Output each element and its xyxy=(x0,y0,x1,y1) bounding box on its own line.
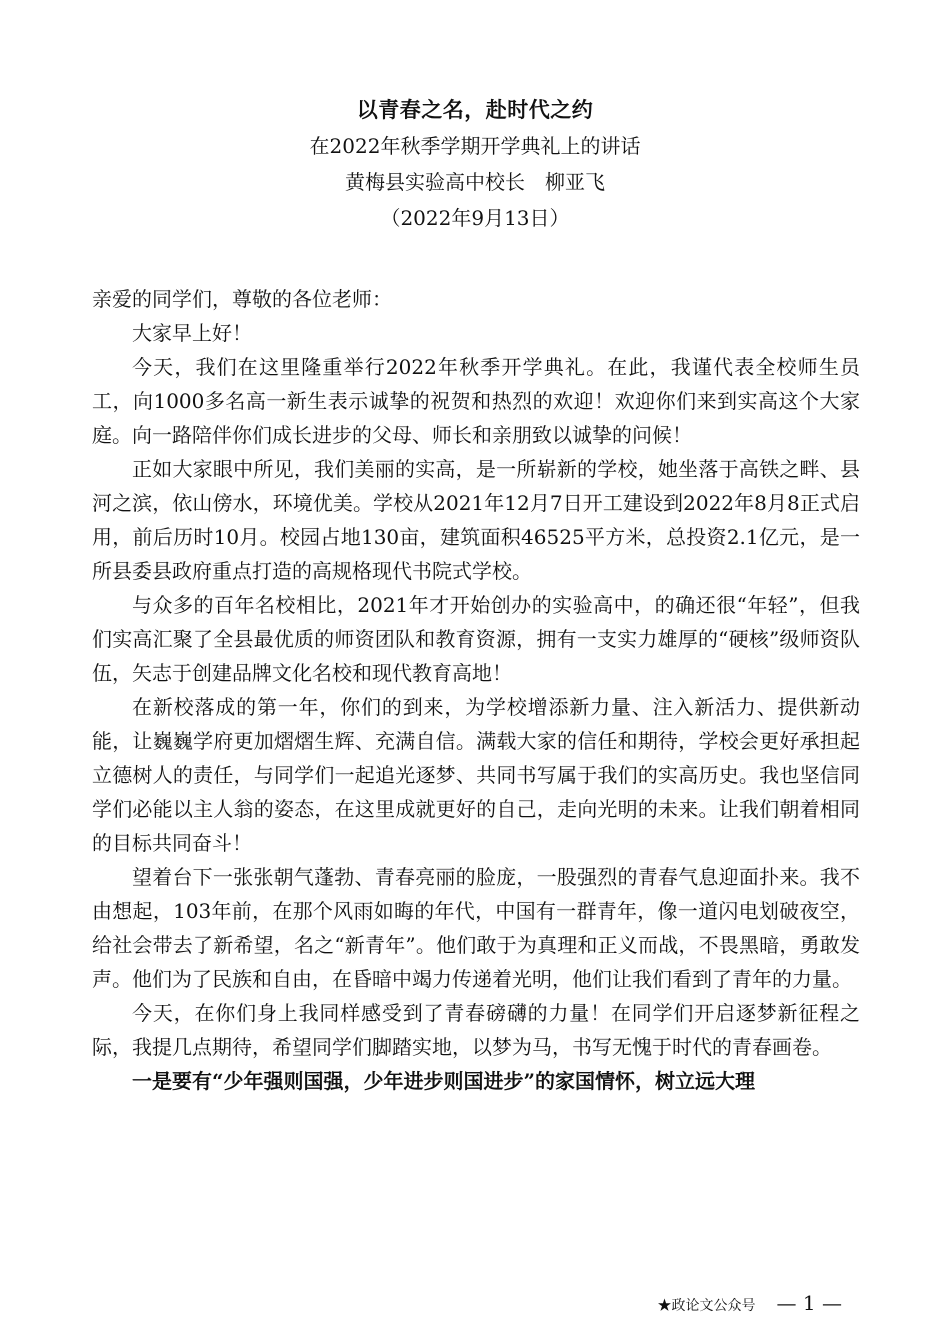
footer-source: ★政论文公众号 xyxy=(657,1298,756,1314)
paragraph: 今天，在你们身上我同样感受到了青春磅礴的力量！在同学们开启逐梦新征程之际，我提几点期待，希望同学们脚踏实地，以梦为马，书写无愧于时代的青春画卷。 xyxy=(92,1001,860,1059)
speech-header xyxy=(0,92,950,236)
paragraph: 在新校落成的第一年，你们的到来，为学校增添新力量、注入新活力、提供新动能，让巍巍学府更加熠熠生辉、充满自信。满载大家的信任和期待，学校会更好承担起立德树人的责任，与同学们一起追光逐梦、共同书写属于我们的实高历史。我也坚信同学们必能以主人翁的姿态，在这里成就更好的自己，走向光明的未来。让我们朝着相同的目标共同奋斗！ xyxy=(92,695,860,855)
page-footer xyxy=(657,1289,842,1320)
paragraph: 今天，我们在这里隆重举行2022年秋季开学典礼。在此，我谨代表全校师生员工，向1000多名高一新生表示诚挚的祝贺和热烈的欢迎！欢迎你们来到实高这个大家庭。向一路陪伴你们成长进步的父母、师长和亲朋致以诚挚的问候！ xyxy=(92,355,860,447)
paragraph: 大家早上好！ xyxy=(132,321,252,345)
paragraph: 与众多的百年名校相比，2021年才开始创办的实验高中，的确还很“年轻”，但我们实高汇聚了全县最优质的师资团队和教育资源，拥有一支实力雄厚的“硬核”级师资队伍，矢志于创建品牌文化名校和现代教育高地！ xyxy=(92,593,860,685)
speech-author: 黄梅县实验高中校长 柳亚飞 xyxy=(345,170,605,194)
paragraph: 望着台下一张张朝气蓬勃、青春亮丽的脸庞，一股强烈的青春气息迎面扑来。我不由想起，103年前，在那个风雨如晦的年代，中国有一群青年，像一道闪电划破夜空，给社会带去了新希望，名之“新青年”。他们敢于为真理和正义而战，不畏黑暗，勇敢发声。他们为了民族和自由，在昏暗中竭力传递着光明，他们让我们看到了青年的力量。 xyxy=(92,865,860,991)
bold-paragraph: 一是要有“少年强则国强，少年进步则国进步”的家国情怀，树立远大理 xyxy=(132,1069,756,1093)
page-number: — 1 — xyxy=(776,1291,842,1315)
paragraph: 正如大家眼中所见，我们美丽的实高，是一所崭新的学校，她坐落于高铁之畔、县河之滨，依山傍水，环境优美。学校从2021年12月7日开工建设到2022年8月8正式启用，前后历时10月。校园占地130亩，建筑面积46525平方米，总投资2.1亿元，是一所县委县政府重点打造的高规格现代书院式学校。 xyxy=(92,457,860,583)
speech-subtitle: 在2022年秋季学期开学典礼上的讲话 xyxy=(309,134,641,158)
speech-body xyxy=(92,282,860,1098)
salutation: 亲爱的同学们，尊敬的各位老师： xyxy=(92,287,392,311)
speech-title: 以青春之名，赴时代之约 xyxy=(356,97,594,122)
speech-date: （2022年9月13日） xyxy=(380,206,570,230)
